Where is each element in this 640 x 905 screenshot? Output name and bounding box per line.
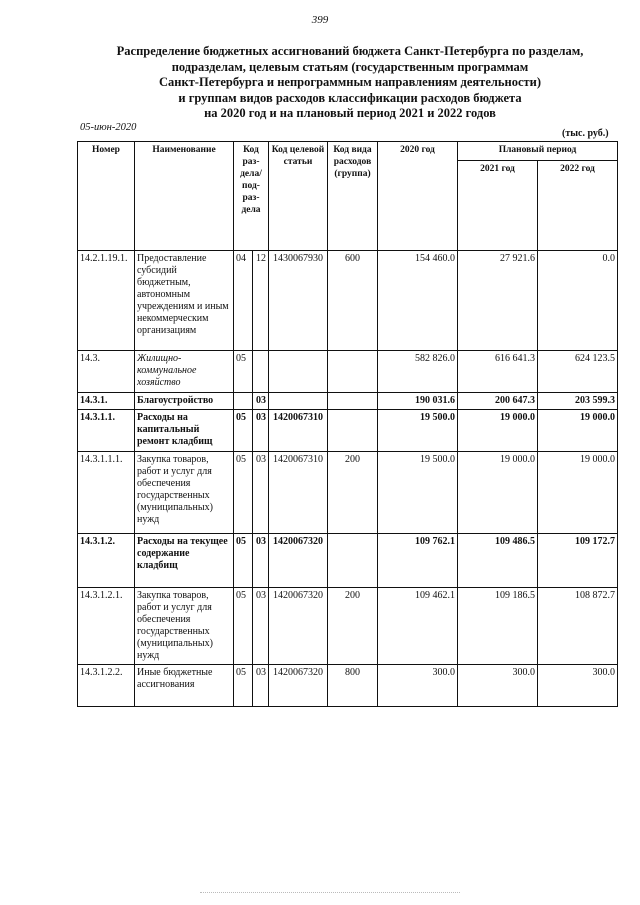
- row-name: Закупка товаров, работ и услуг для обеспечения государственных (муниципальных) нужд: [135, 588, 234, 665]
- row-2020: 300.0: [378, 665, 458, 707]
- header-name: Наименование: [135, 142, 234, 251]
- row-number: 14.3.1.2.: [78, 534, 135, 588]
- row-number: 14.3.1.1.1.: [78, 452, 135, 534]
- row-subsection: 03: [253, 452, 269, 534]
- row-section: 05: [234, 588, 253, 665]
- header-2022: 2022 год: [538, 161, 618, 251]
- row-number: 14.3.1.: [78, 393, 135, 410]
- row-subsection: 03: [253, 665, 269, 707]
- document-title: [100, 44, 600, 122]
- row-expense-type: 800: [328, 665, 378, 707]
- title-line: подразделам, целевым статьям (государственным программам: [171, 59, 529, 74]
- row-target: 1420067310: [269, 410, 328, 452]
- table-row: [78, 351, 618, 393]
- table-row: [78, 251, 618, 351]
- row-name: Предоставление субсидий бюджетным, автономным учреждениям и иным некоммерческим организациям: [135, 251, 234, 351]
- row-section: [234, 393, 253, 410]
- row-expense-type: [328, 351, 378, 393]
- row-2021: 200 647.3: [458, 393, 538, 410]
- row-name: Жилищно-коммунальное хозяйство: [135, 351, 234, 393]
- row-2022: 19 000.0: [538, 452, 618, 534]
- header-section: Код раз-дела/ под-раз-дела: [234, 142, 269, 251]
- row-subsection: 03: [253, 588, 269, 665]
- budget-table: [77, 141, 618, 707]
- row-2022: 300.0: [538, 665, 618, 707]
- row-2020: 109 762.1: [378, 534, 458, 588]
- row-expense-type: 200: [328, 588, 378, 665]
- row-target: [269, 351, 328, 393]
- row-number: 14.2.1.19.1.: [78, 251, 135, 351]
- table-row: [78, 393, 618, 410]
- row-2021: 109 486.5: [458, 534, 538, 588]
- row-number: 14.3.1.1.: [78, 410, 135, 452]
- row-target: 1430067930: [269, 251, 328, 351]
- row-subsection: [253, 351, 269, 393]
- row-name: Расходы на капитальный ремонт кладбищ: [135, 410, 234, 452]
- row-target: 1420067310: [269, 452, 328, 534]
- header-target: Код целевой статьи: [269, 142, 328, 251]
- row-number: 14.3.1.2.1.: [78, 588, 135, 665]
- row-expense-type: 600: [328, 251, 378, 351]
- row-section: 05: [234, 452, 253, 534]
- row-2021: 19 000.0: [458, 410, 538, 452]
- row-2020: 109 462.1: [378, 588, 458, 665]
- table-row: [78, 588, 618, 665]
- row-2022: 108 872.7: [538, 588, 618, 665]
- row-number: 14.3.: [78, 351, 135, 393]
- row-name: Благоустройство: [135, 393, 234, 410]
- row-2020: 154 460.0: [378, 251, 458, 351]
- row-section: 05: [234, 351, 253, 393]
- header-number: Номер: [78, 142, 135, 251]
- row-expense-type: [328, 410, 378, 452]
- row-subsection: 03: [253, 534, 269, 588]
- row-target: 1420067320: [269, 534, 328, 588]
- row-name: Закупка товаров, работ и услуг для обеспечения государственных (муниципальных) нужд: [135, 452, 234, 534]
- row-2022: 19 000.0: [538, 410, 618, 452]
- title-line: на 2020 год и на плановый период 2021 и 2022 годов: [204, 106, 496, 120]
- row-target: [269, 393, 328, 410]
- row-section: 05: [234, 665, 253, 707]
- scan-artifact-line: [200, 892, 460, 896]
- row-number: 14.3.1.2.2.: [78, 665, 135, 707]
- row-2020: 582 826.0: [378, 351, 458, 393]
- document-date: 05-июн-2020: [80, 122, 137, 133]
- row-2022: 0.0: [538, 251, 618, 351]
- row-target: 1420067320: [269, 665, 328, 707]
- header-plan-period: Плановый период: [458, 142, 618, 161]
- row-section: 05: [234, 410, 253, 452]
- row-name: Иные бюджетные ассигнования: [135, 665, 234, 707]
- row-2020: 19 500.0: [378, 410, 458, 452]
- row-2022: 109 172.7: [538, 534, 618, 588]
- row-subsection: 12: [253, 251, 269, 351]
- title-line: Распределение бюджетных ассигнований бюджета Санкт-Петербурга по разделам,: [116, 44, 584, 58]
- row-2021: 19 000.0: [458, 452, 538, 534]
- row-target: 1420067320: [269, 588, 328, 665]
- row-expense-type: 200: [328, 452, 378, 534]
- row-expense-type: [328, 534, 378, 588]
- row-subsection: 03: [253, 393, 269, 410]
- table-row: [78, 534, 618, 588]
- row-subsection: 03: [253, 410, 269, 452]
- row-section: 04: [234, 251, 253, 351]
- row-2020: 190 031.6: [378, 393, 458, 410]
- row-2022: 203 599.3: [538, 393, 618, 410]
- header-expense-type: Код вида расходов (группа): [328, 142, 378, 251]
- row-expense-type: [328, 393, 378, 410]
- table-row: [78, 665, 618, 707]
- row-section: 05: [234, 534, 253, 588]
- row-2021: 616 641.3: [458, 351, 538, 393]
- row-2021: 300.0: [458, 665, 538, 707]
- row-2020: 19 500.0: [378, 452, 458, 534]
- units-label: (тыс. руб.): [562, 128, 609, 139]
- title-line: Санкт-Петербурга и непрограммным направлениям деятельности): [158, 75, 541, 89]
- title-line: и группам видов расходов классификации расходов бюджета: [178, 90, 522, 105]
- table-row: [78, 452, 618, 534]
- row-2022: 624 123.5: [538, 351, 618, 393]
- row-2021: 27 921.6: [458, 251, 538, 351]
- table-row: [78, 410, 618, 452]
- row-name: Расходы на текущее содержание кладбищ: [135, 534, 234, 588]
- header-2021: 2021 год: [458, 161, 538, 251]
- page-number: 399: [311, 14, 329, 26]
- row-2021: 109 186.5: [458, 588, 538, 665]
- header-2020: 2020 год: [378, 142, 458, 251]
